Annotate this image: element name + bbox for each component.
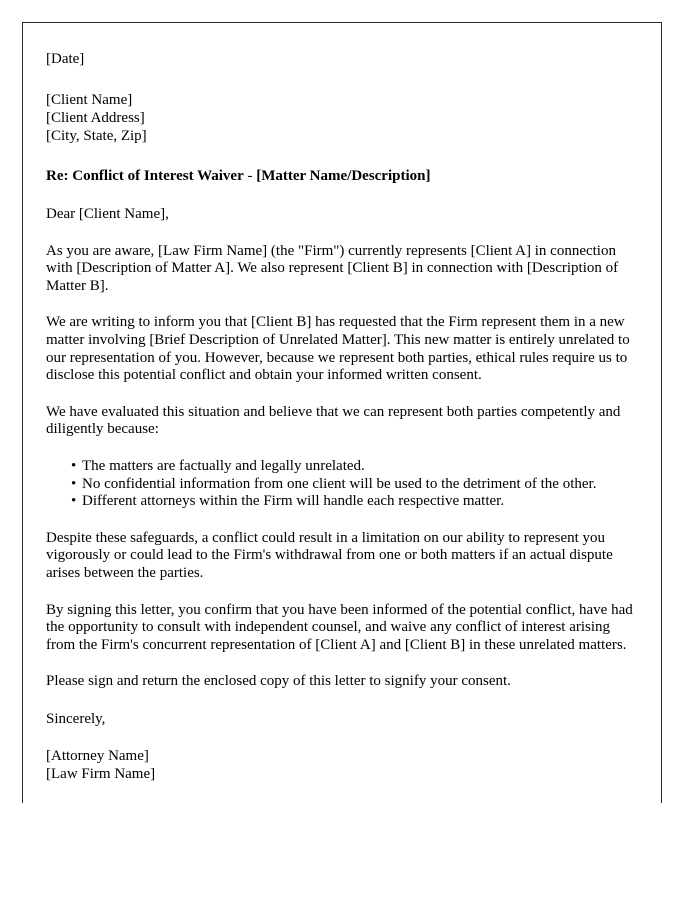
subject-separator: - (243, 167, 257, 184)
list-item (71, 493, 639, 511)
list-item-label: The matters are factually and legally unrelated. (82, 457, 365, 474)
list-item-label: No confidential information from one client will be used to the detriment of the other. (82, 475, 597, 492)
subject-matter: [Matter Name/Description] (256, 167, 431, 184)
reasons-bullet-list (46, 458, 639, 511)
list-item-label: Different attorneys within the Firm will handle each respective matter. (82, 493, 505, 510)
bullet-point-icon: • (71, 475, 77, 492)
paragraph-safeguards-caveat: Despite these safeguards, a conflict could result in a limitation on our ability to represent you vigorously or could lead to the Firm's withdrawal from one or both matters if an actual dispute arises between the parties. (46, 529, 613, 581)
document-page (22, 22, 662, 803)
signature-block (46, 747, 639, 783)
address-line-client-address: [Client Address] (46, 109, 145, 126)
signature-law-firm-name: [Law Firm Name] (46, 765, 156, 782)
address-line-city-state-zip: [City, State, Zip] (46, 127, 147, 144)
paragraph-consent-waiver: By signing this letter, you confirm that you have been informed of the potential conflict, have had the opportunity to consult with independent counsel, and waive any conflict of interest arising from the Firm's concurrent representation of [Client A] and [Client B] in these unrelated matters. (46, 601, 633, 653)
bullet-point-icon: • (71, 457, 77, 474)
paragraph-new-matter-disclosure: We are writing to inform you that [Client B] has requested that the Firm represent them in a new matter involving [Brief Description of Unrelated Matter]. This new matter is entirely unrelated to our representation of you. However, because we represent both parties, ethical rules require us to disclose this potential conflict and obtain your informed written consent. (46, 314, 630, 384)
address-line-client-name: [Client Name] (46, 91, 133, 108)
paragraph-representation-overview: As you are aware, [Law Firm Name] (the "Firm") currently represents [Client A] in connection with [Description of Matter A]. We also represent [Client B] in connection with [Description of Matter B]. (46, 242, 619, 294)
recipient-address-block (46, 91, 639, 145)
paragraph-sign-and-return: Please sign and return the enclosed copy of this letter to signify your consent. (46, 673, 511, 690)
paragraph-evaluation-intro: We have evaluated this situation and believe that we can represent both parties competently and diligently because: (46, 403, 621, 438)
subject-line (46, 167, 639, 185)
closing-salutation: Sincerely, (46, 710, 106, 727)
salutation: Dear [Client Name], (46, 205, 169, 222)
list-item (71, 476, 639, 494)
date-field: [Date] (46, 51, 85, 67)
signature-attorney-name: [Attorney Name] (46, 747, 149, 764)
bullet-point-icon: • (71, 493, 77, 510)
letter-body (23, 23, 661, 783)
list-item (71, 458, 639, 476)
subject-prefix: Re: Conflict of Interest Waiver (46, 167, 244, 184)
